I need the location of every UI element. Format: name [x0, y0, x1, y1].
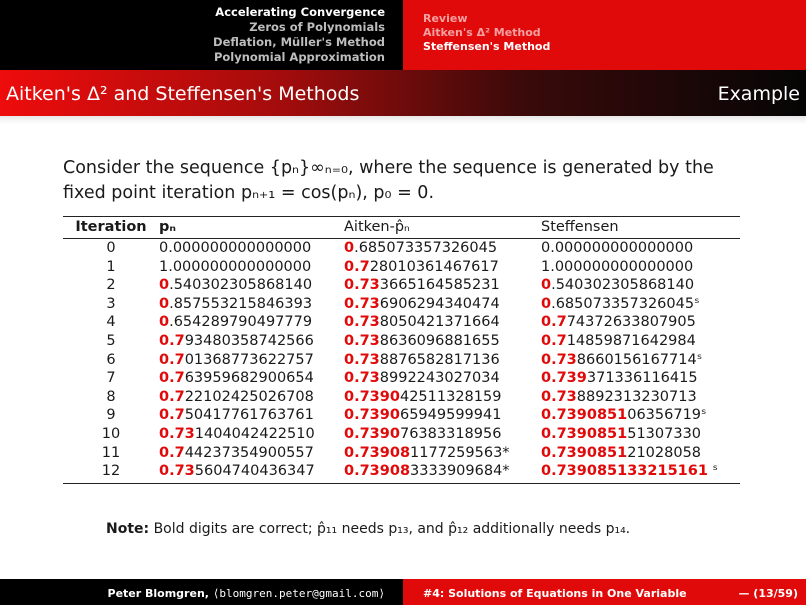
- table-row: [63, 369, 740, 388]
- nav-item-zeros-of-polynomials[interactable]: Zeros of Polynomials: [249, 20, 385, 34]
- footer-email[interactable]: ⟨blomgren.peter@gmail.com⟩: [212, 587, 385, 600]
- cell-aitken: [344, 462, 541, 483]
- correct-digits: 0.7: [541, 314, 567, 331]
- correct-digits: 0.73: [344, 277, 380, 294]
- iteration-table: [63, 216, 740, 484]
- table-row: [63, 388, 740, 407]
- correct-digits: 0.73: [159, 463, 195, 480]
- table-row: [63, 462, 740, 483]
- correct-digits: 0: [159, 314, 170, 331]
- remaining-digits: 8: [106, 388, 116, 405]
- table-row: [63, 406, 740, 425]
- correct-digits: 0.7390851: [541, 444, 628, 461]
- cell-pn: [159, 332, 344, 351]
- cell-aitken: [344, 369, 541, 388]
- remaining-digits: 8050421371664: [379, 314, 500, 331]
- remaining-digits: 11: [101, 444, 121, 461]
- remaining-digits: 8892313230713: [576, 388, 697, 405]
- nav-item-steffensen[interactable]: Steffensen's Method: [423, 40, 551, 53]
- cell-pn: [159, 239, 344, 258]
- correct-digits: 0.7: [159, 444, 185, 461]
- footer-bar: [0, 579, 806, 605]
- cell-iteration: [63, 313, 159, 332]
- cell-iteration: [63, 462, 159, 483]
- remaining-digits: 28010361467617: [369, 258, 499, 275]
- table-header-row: [63, 217, 740, 239]
- correct-digits: 0.7390: [344, 388, 400, 405]
- remaining-digits: 50417761763761: [184, 407, 314, 424]
- cell-steffensen: [541, 444, 740, 463]
- cell-steffensen: [541, 425, 740, 444]
- table-row: [63, 295, 740, 314]
- cell-pn: [159, 406, 344, 425]
- cell-pn: [159, 444, 344, 463]
- nav-item-deflation-muller[interactable]: Deflation, Müller's Method: [213, 35, 385, 49]
- correct-digits: 0: [541, 295, 552, 312]
- cell-steffensen: [541, 351, 740, 370]
- cell-iteration: [63, 295, 159, 314]
- cell-aitken: [344, 351, 541, 370]
- correct-digits: 0.7390851: [541, 425, 628, 442]
- cell-steffensen: [541, 258, 740, 277]
- correct-digits: 0.73: [541, 351, 577, 368]
- cell-iteration: [63, 388, 159, 407]
- correct-digits: 0.7: [344, 258, 370, 275]
- remaining-digits: .857553215846393: [169, 295, 313, 312]
- correct-digits: 0.73: [159, 425, 195, 442]
- cell-iteration: [63, 369, 159, 388]
- remaining-digits: .540302305868140: [169, 277, 313, 294]
- remaining-digits: 93480358742566: [184, 332, 314, 349]
- footer-lecture: #4: Solutions of Equations in One Variable: [423, 587, 687, 600]
- cell-aitken: [344, 406, 541, 425]
- remaining-digits: 8636096881655: [379, 332, 500, 349]
- remaining-digits: 63959682900654: [184, 370, 314, 387]
- remaining-digits: 1.000000000000000: [159, 258, 312, 275]
- title-shadow: [0, 116, 806, 124]
- remaining-digits: 6: [106, 351, 116, 368]
- cell-aitken: [344, 332, 541, 351]
- frame-title: Aitken's Δ² and Steffensen's Methods: [6, 83, 360, 105]
- correct-digits: 0.73: [344, 314, 380, 331]
- remaining-digits: 3665164585231: [379, 277, 500, 294]
- correct-digits: 0.73908: [344, 463, 411, 480]
- cell-pn: [159, 351, 344, 370]
- nav-item-accelerating-convergence[interactable]: Accelerating Convergence: [215, 5, 385, 19]
- remaining-digits: 10: [101, 425, 121, 442]
- table-row: [63, 351, 740, 370]
- remaining-digits: 44237354900557: [184, 444, 314, 461]
- footer-author: Peter Blomgren,: [107, 587, 209, 600]
- correct-digits: 0.7: [541, 332, 567, 349]
- cell-aitken: [344, 295, 541, 314]
- cell-steffensen: [541, 406, 740, 425]
- cell-aitken: [344, 425, 541, 444]
- cell-steffensen: [541, 276, 740, 295]
- correct-digits: 0.739085133215161: [541, 463, 708, 480]
- correct-digits: 0.73: [541, 388, 577, 405]
- remaining-digits: .540302305868140: [551, 277, 695, 294]
- correct-digits: 0.739: [541, 370, 587, 387]
- remaining-digits: 76383318956: [399, 425, 502, 442]
- correct-digits: 0.73: [344, 351, 380, 368]
- cell-iteration: [63, 276, 159, 295]
- remaining-digits: 21028058: [627, 444, 702, 461]
- correct-digits: 0.7: [159, 370, 185, 387]
- cell-pn: [159, 295, 344, 314]
- cell-iteration: [63, 258, 159, 277]
- remaining-digits: 5604740436347: [194, 463, 315, 480]
- cell-steffensen: [541, 313, 740, 332]
- correct-digits: 0.7: [159, 407, 185, 424]
- remaining-digits: .685073357326045: [354, 240, 498, 256]
- table-row: [63, 425, 740, 444]
- remaining-digits: 8660156167714ˢ: [576, 351, 703, 368]
- header-pn: pₙ: [159, 217, 344, 239]
- header-aitken: Aitken-p̂ₙ: [344, 217, 541, 239]
- cell-iteration: [63, 406, 159, 425]
- remaining-digits: 5: [106, 332, 116, 349]
- cell-iteration: [63, 239, 159, 258]
- cell-steffensen: [541, 369, 740, 388]
- intro-text: [63, 156, 743, 206]
- cell-iteration: [63, 351, 159, 370]
- remaining-digits: 51307330: [627, 425, 702, 442]
- remaining-digits: 06356719ˢ: [627, 407, 707, 424]
- table-row: [63, 258, 740, 277]
- cell-iteration: [63, 332, 159, 351]
- frame-badge: Example: [717, 83, 800, 105]
- frame-title-bar: [0, 70, 806, 124]
- remaining-digits: 8876582817136: [379, 351, 500, 368]
- correct-digits: 0.7390: [344, 425, 400, 442]
- note-body: Bold digits are correct; p̂₁₁ needs p₁₃, and p̂₁₂ additionally needs p₁₄.: [149, 521, 631, 537]
- section-nav: [0, 0, 403, 70]
- footer-lecture-block: [403, 579, 806, 605]
- remaining-digits: 1177259563*: [410, 444, 510, 461]
- cell-pn: [159, 258, 344, 277]
- remaining-digits: 65949599941: [399, 407, 502, 424]
- correct-digits: 0.73908: [344, 444, 411, 461]
- cell-steffensen: [541, 295, 740, 314]
- intro-line-2: fixed point iteration pₙ₊₁ = cos(pₙ), p₀ = 0.: [63, 183, 435, 203]
- intro-line-1: Consider the sequence {pₙ}∞ₙ₌₀, where the sequence is generated by the: [63, 158, 714, 178]
- correct-digits: 0.73: [344, 295, 380, 312]
- remaining-digits: .685073357326045ˢ: [551, 295, 700, 312]
- remaining-digits: 2: [106, 277, 116, 294]
- remaining-digits: 22102425026708: [184, 388, 314, 405]
- remaining-digits: 14859871642984: [566, 332, 696, 349]
- cell-pn: [159, 425, 344, 444]
- table-row: [63, 313, 740, 332]
- cell-pn: [159, 276, 344, 295]
- correct-digits: 0.7: [159, 388, 185, 405]
- table-row: [63, 239, 740, 258]
- remaining-digits: 6906294340474: [379, 295, 500, 312]
- correct-digits: 0.73: [344, 332, 380, 349]
- remaining-digits: 371336116415: [586, 370, 698, 387]
- remaining-digits: 0: [106, 240, 116, 256]
- note-text: [106, 521, 630, 537]
- remaining-digits: 01368773622757: [184, 351, 314, 368]
- table-row: [63, 332, 740, 351]
- cell-pn: [159, 462, 344, 483]
- note-label: Note:: [106, 521, 150, 537]
- cell-iteration: [63, 425, 159, 444]
- remaining-digits: 3: [106, 295, 116, 312]
- cell-aitken: [344, 388, 541, 407]
- cell-aitken: [344, 276, 541, 295]
- cell-pn: [159, 388, 344, 407]
- remaining-digits: 0.000000000000000: [159, 240, 312, 256]
- cell-steffensen: [541, 332, 740, 351]
- correct-digits: 0: [159, 277, 170, 294]
- cell-steffensen: [541, 388, 740, 407]
- cell-pn: [159, 369, 344, 388]
- header-iteration: Iteration: [63, 217, 159, 239]
- header-steffensen: Steffensen: [541, 217, 740, 239]
- correct-digits: 0.7: [159, 332, 185, 349]
- remaining-digits: 42511328159: [399, 388, 502, 405]
- remaining-digits: 12: [101, 463, 121, 480]
- correct-digits: 0.7390851: [541, 407, 628, 424]
- correct-digits: 0: [541, 277, 552, 294]
- footer-page-number: — (13/59): [738, 587, 798, 600]
- remaining-digits: 1404042422510: [194, 425, 315, 442]
- correct-digits: 0: [344, 240, 355, 256]
- remaining-digits: .654289790497779: [169, 314, 313, 331]
- remaining-digits: 1.000000000000000: [541, 258, 694, 275]
- footer-author-block: [0, 579, 403, 605]
- correct-digits: 0.7390: [344, 407, 400, 424]
- nav-item-review[interactable]: Review: [423, 12, 468, 25]
- nav-item-polynomial-approximation[interactable]: Polynomial Approximation: [213, 50, 385, 64]
- remaining-digits: 7: [106, 370, 116, 387]
- subsection-nav: [403, 0, 806, 70]
- remaining-digits: 1: [106, 258, 116, 275]
- cell-pn: [159, 313, 344, 332]
- cell-iteration: [63, 444, 159, 463]
- remaining-digits: 4: [106, 314, 116, 331]
- remaining-digits: 8992243027034: [379, 370, 500, 387]
- table-row: [63, 276, 740, 295]
- correct-digits: 0.73: [344, 370, 380, 387]
- cell-aitken: [344, 444, 541, 463]
- table-row: [63, 444, 740, 463]
- cell-aitken: [344, 239, 541, 258]
- remaining-digits: ˢ: [707, 463, 718, 480]
- correct-digits: 0: [159, 295, 170, 312]
- cell-steffensen: [541, 462, 740, 483]
- correct-digits: 0.7: [159, 351, 185, 368]
- nav-item-aitken[interactable]: Aitken's Δ² Method: [423, 26, 541, 39]
- top-navigation: [0, 0, 806, 70]
- remaining-digits: 3333909684*: [410, 463, 510, 480]
- cell-aitken: [344, 313, 541, 332]
- remaining-digits: 0.000000000000000: [541, 240, 694, 256]
- cell-steffensen: [541, 239, 740, 258]
- remaining-digits: 9: [106, 407, 116, 424]
- table-body: [63, 239, 740, 484]
- remaining-digits: 74372633807905: [566, 314, 696, 331]
- cell-aitken: [344, 258, 541, 277]
